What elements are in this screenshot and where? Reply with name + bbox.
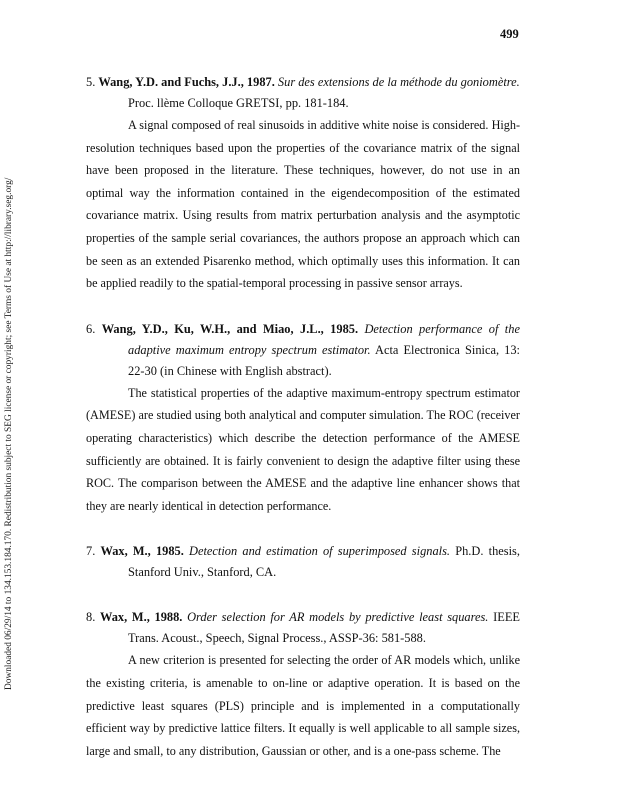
reference-citation: [86, 319, 520, 382]
download-notice: Downloaded 06/29/14 to 134.153.184.170. Redistribution subject to SEG license or copyright; see Terms of Use at http://library.seg.org/: [4, 177, 14, 690]
reference-year: 1988.: [154, 610, 183, 625]
reference-citation: [86, 541, 520, 583]
reference-number: 6.: [86, 321, 96, 336]
reference-number: 5.: [86, 75, 96, 89]
reference-year: 1985.: [330, 321, 359, 336]
reference-entry-7: [86, 541, 520, 583]
reference-authors: Wang, Y.D., Ku, W.H., and Miao, J.L.,: [101, 321, 324, 336]
reference-abstract: A new criterion is presented for selecting the order of AR models which, unlike the existing criteria, is amenable to on-line or adaptive operation. It is based on the predictive least squares (PLS) principle and is implemented in a computationally efficient way by predictive lattice filters. It equally is well applicable to all sample sizes, large and small, to any distribution, Gaussian or other, and is a one-pass scheme. The: [86, 653, 520, 758]
reference-abstract: A signal composed of real sinusoids in additive white noise is considered. High-resolution techniques based upon the properties of the covariance matrix of the signal have been proposed in the literature. These techniques, however, do not use in an optimal way the information contained in the eigendecomposition of the estimated covariance matrix. Using results from matrix perturbation analysis and the asymptotic properties of the sample serial covariances, the authors propose an approach which can be seen as an extended Pisarenko method, which optimally uses this information. It can be applied readily to the spatial-temporal processing in passive sensor arrays.: [86, 118, 520, 291]
page-number: 499: [500, 27, 519, 41]
reference-source: Acta Electronica Sinica, 13: 22-30 (in Chinese with English abstract).: [128, 342, 520, 378]
reference-citation: [86, 607, 520, 649]
reference-entry-6: [86, 319, 520, 518]
reference-source: Proc. llème Colloque GRETSI, pp. 181-184.: [128, 96, 349, 110]
reference-entry-5: [86, 72, 520, 295]
reference-number: 7.: [86, 544, 96, 559]
reference-title: Order selection for AR models by predictive least squares.: [187, 610, 489, 625]
reference-source: IEEE Trans. Acoust., Speech, Signal Process., ASSP-36: 581-588.: [128, 610, 520, 646]
reference-authors: Wax, M.,: [100, 544, 151, 559]
reference-entry-8: [86, 607, 520, 762]
reference-number: 8.: [86, 610, 96, 625]
reference-list: [86, 72, 520, 786]
reference-authors: Wang, Y.D. and Fuchs, J.J.,: [98, 75, 244, 89]
reference-source: Ph.D. thesis, Stanford Univ., Stanford, CA.: [128, 544, 520, 580]
reference-authors: Wax, M.,: [100, 610, 150, 625]
reference-citation: [86, 72, 520, 93]
reference-title: Sur des extensions de la méthode du goniomètre.: [277, 75, 520, 89]
reference-abstract: The statistical properties of the adaptive maximum-entropy spectrum estimator (AMESE) are studied using both analytical and computer simulation. The ROC (receiver operating characteristics) which describe the detection performance of the AMESE sufficiently are obtained. It is fairly convenient to design the adaptive filter using these ROC. The comparison between the AMESE and the adaptive line enhancer shows that they are nearly identical in detection performance.: [86, 385, 520, 513]
reference-title: Detection performance of the adaptive maximum entropy spectrum estimator.: [128, 321, 520, 357]
reference-year: 1987.: [246, 75, 275, 89]
reference-year: 1985.: [155, 544, 184, 559]
reference-title: Detection and estimation of superimposed signals.: [189, 544, 451, 559]
